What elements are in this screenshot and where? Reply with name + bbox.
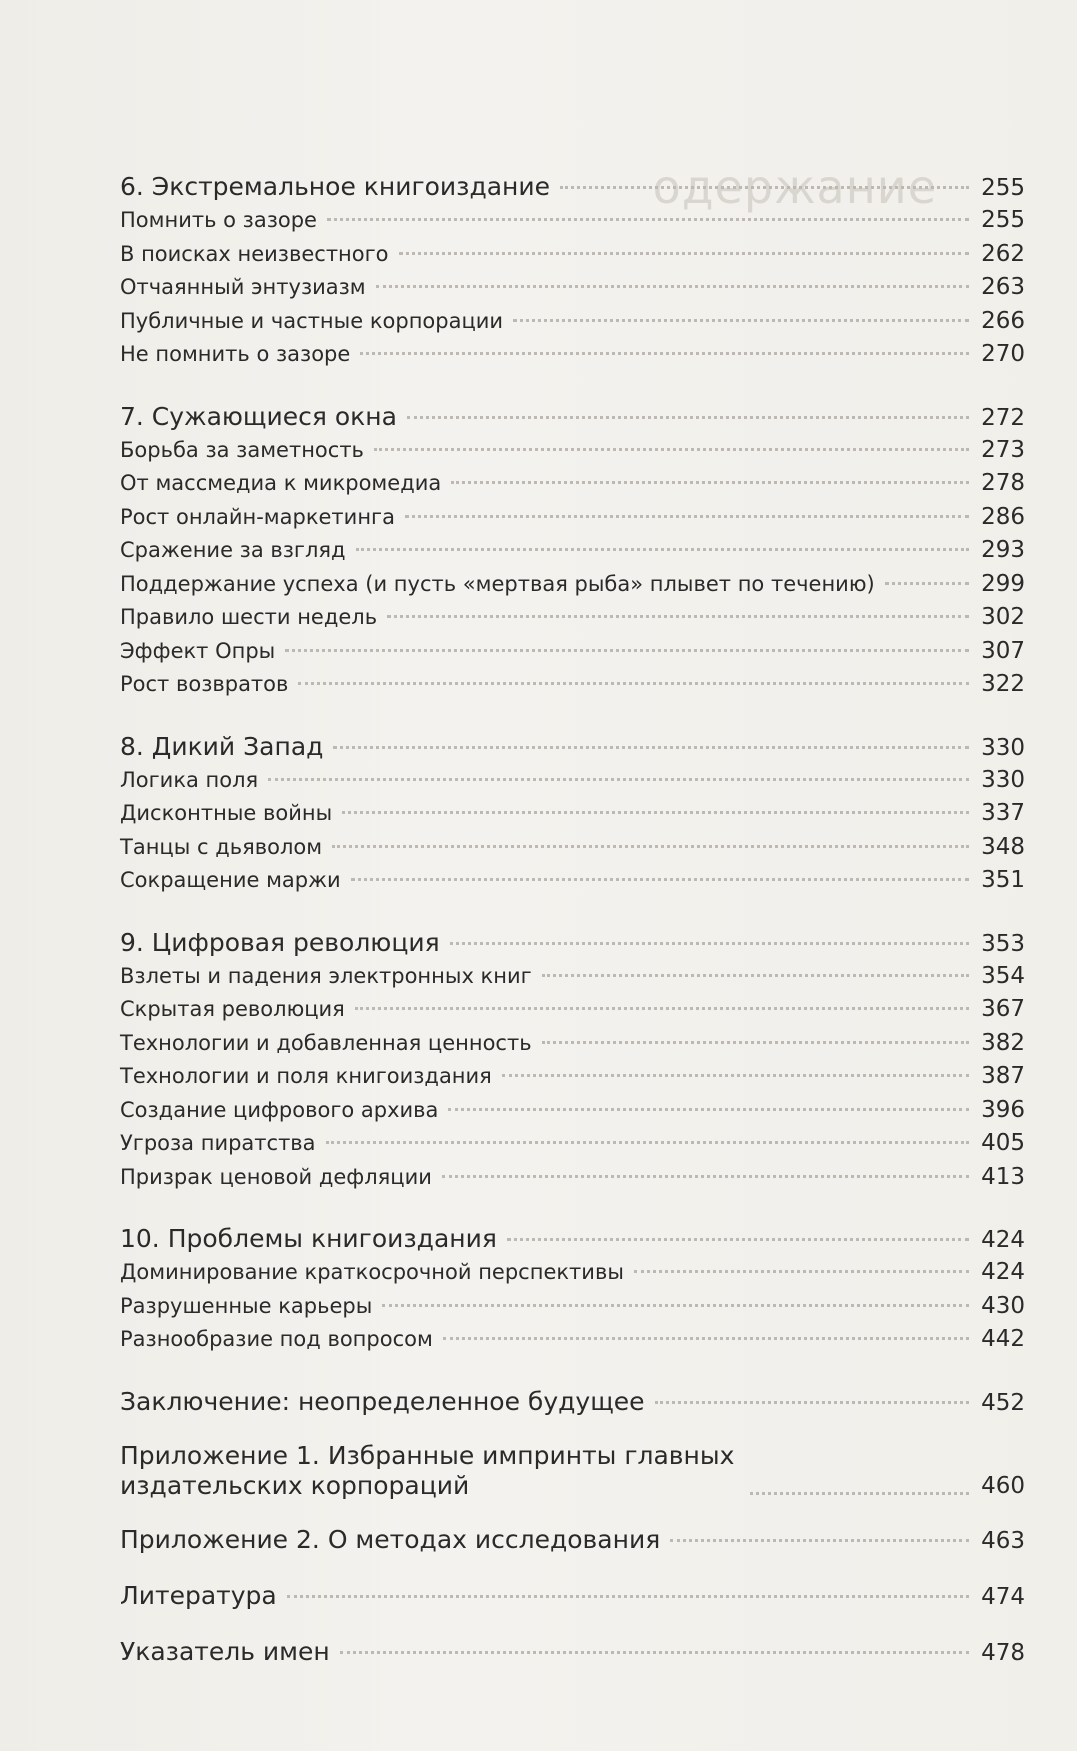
toc-entry[interactable] [120,1323,1025,1357]
leader-dots [542,974,969,977]
leader-dots [374,448,969,451]
toc-entry[interactable] [120,1222,1025,1256]
toc-entry[interactable] [120,400,1025,434]
ghost-heading: одержание [652,160,937,214]
toc-entry[interactable] [120,1161,1025,1195]
toc-entry[interactable] [120,926,1025,960]
chapter-8 [120,730,1025,898]
page-number: 348 [981,833,1025,860]
chapter-10 [120,1222,1025,1357]
leader-dots [268,778,969,781]
toc-entry[interactable] [120,1127,1025,1161]
page-number: 330 [981,766,1025,793]
page-number: 463 [981,1527,1025,1554]
leader-dots [502,1074,969,1077]
leader-dots [670,1539,969,1542]
toc-entry[interactable] [120,1635,1025,1669]
page-number: 367 [981,996,1025,1022]
section-title: Создание цифрового архива [120,1097,439,1122]
toc-entry[interactable] [120,668,1025,702]
toc-entry[interactable] [120,1094,1025,1128]
page-number: 460 [981,1472,1025,1499]
toc-entry[interactable] [120,1027,1025,1061]
entry-title: Литература [120,1580,277,1610]
toc-entry[interactable] [120,831,1025,865]
toc-entry[interactable] [120,1385,1025,1419]
section-title: Технологии и поля книгоиздания [120,1064,492,1088]
toc-entry[interactable] [120,434,1025,468]
section-title: Эффект Опры [120,638,276,663]
toc-entry[interactable] [120,568,1025,602]
section-title: Логика поля [120,767,259,792]
section-title: В поисках неизвестного [120,241,389,266]
leader-dots [542,1041,969,1044]
leader-dots [285,649,969,652]
leader-dots [326,1141,969,1144]
page-number: 307 [981,637,1025,664]
section-title: Правило шести недель [120,605,378,629]
toc-entry[interactable] [120,1256,1025,1290]
leader-dots [376,285,969,288]
section-title: Скрытая революция [120,997,345,1021]
page-number: 337 [981,800,1025,826]
leader-dots [442,1175,969,1178]
section-title: Танцы с дьяволом [120,834,323,859]
toc-entry[interactable] [120,501,1025,535]
tail-appendix-1 [120,1441,1025,1501]
toc-entry[interactable] [120,864,1025,898]
toc-entry[interactable] [120,1060,1025,1094]
leader-dots [443,1337,969,1340]
section-title: Борьба за заметность [120,437,364,462]
leader-dots [399,252,969,255]
toc-entry[interactable] [120,170,1025,204]
page-number: 424 [981,1259,1025,1285]
toc-entry[interactable] [120,1523,1025,1557]
leader-dots [885,582,969,585]
table-of-contents [120,170,1025,1691]
section-title: Поддержание успеха (и пусть «мертвая рыба» плывет по течению) [120,571,875,596]
toc-entry[interactable] [120,534,1025,568]
section-title: Сокращение маржи [120,868,341,892]
section-title: От массмедиа к микромедиа [120,471,442,495]
page-number: 293 [981,537,1025,563]
section-title: Публичные и частные корпорации [120,308,504,333]
toc-entry[interactable] [120,797,1025,831]
leader-dots [513,319,969,322]
section-title: Разнообразие под вопросом [120,1327,433,1351]
page-number: 396 [981,1096,1025,1123]
page-number: 351 [981,867,1025,893]
chapter-title: 10. Проблемы книгоиздания [120,1224,497,1253]
toc-entry[interactable] [120,993,1025,1027]
tail-literature [120,1579,1025,1613]
page-number: 413 [981,1163,1025,1190]
toc-entry[interactable] [120,204,1025,238]
leader-dots [407,416,969,419]
leader-dots [450,942,969,945]
page-number: 452 [981,1389,1025,1416]
toc-entry[interactable] [120,1579,1025,1613]
leader-dots [342,811,969,814]
section-title: Взлеты и падения электронных книг [120,963,532,988]
page-number: 255 [981,175,1025,201]
page-number: 263 [981,274,1025,300]
page-number: 478 [981,1639,1025,1666]
section-title: Отчаянный энтузиазм [120,275,366,299]
toc-entry[interactable] [120,764,1025,798]
leader-dots [355,1007,969,1010]
toc-entry[interactable] [120,601,1025,635]
chapter-title: 8. Дикий Запад [120,731,324,761]
section-title: Рост онлайн-маркетинга [120,504,395,529]
section-title: Дисконтные войны [120,801,333,825]
section-title: Разрушенные карьеры [120,1293,373,1318]
page-number: 424 [981,1227,1025,1253]
toc-entry[interactable] [120,338,1025,372]
chapter-title: 9. Цифровая революция [120,927,440,957]
page-number: 322 [981,671,1025,697]
page-number: 354 [981,962,1025,989]
toc-entry[interactable] [120,1441,1025,1501]
leader-dots [655,1401,969,1404]
entry-title: Заключение: неопределенное будущее [120,1386,645,1416]
leader-dots [356,548,969,551]
page-number: 302 [981,604,1025,630]
page-number: 286 [981,503,1025,530]
page-number: 382 [981,1029,1025,1056]
section-title: Призрак ценовой дефляции [120,1164,432,1189]
entry-title: Приложение 2. О методах исследования [120,1524,661,1554]
leader-dots [507,1238,969,1241]
section-title: Помнить о зазоре [120,208,317,232]
toc-entry[interactable] [120,1290,1025,1324]
tail-conclusion [120,1385,1025,1419]
toc-entry[interactable] [120,467,1025,501]
leader-dots [387,615,969,618]
chapter-title: 6. Экстремальное книгоиздание [120,172,551,201]
section-title: Не помнить о зазоре [120,342,351,366]
page-number: 278 [981,470,1025,496]
page-number: 272 [981,404,1025,431]
leader-dots [360,352,969,355]
leader-dots [287,1595,969,1598]
leader-dots [351,878,969,881]
page-number: 299 [981,570,1025,597]
leader-dots [560,186,969,189]
page-number: 405 [981,1130,1025,1156]
entry-title: Приложение 1. Избранные импринты главных издательских корпораций [120,1440,735,1500]
page-number: 262 [981,240,1025,267]
section-title: Рост возвратов [120,672,289,696]
section-title: Сражение за взгляд [120,538,346,562]
leader-dots [634,1270,969,1273]
leader-dots [327,218,969,221]
page-number: 273 [981,436,1025,463]
page-number: 255 [981,207,1025,233]
entry-title: Указатель имен [120,1636,330,1666]
toc-entry[interactable] [120,635,1025,669]
toc-entry[interactable] [120,238,1025,272]
toc-entry[interactable] [120,271,1025,305]
page-number: 474 [981,1583,1025,1610]
section-title: Технологии и добавленная ценность [120,1030,532,1055]
page-number: 387 [981,1063,1025,1089]
leader-dots [448,1108,969,1111]
page-number: 266 [981,307,1025,334]
tail-appendix-2 [120,1523,1025,1557]
chapter-title: 7. Сужающиеся окна [120,401,397,431]
page-number: 442 [981,1326,1025,1352]
page-number: 430 [981,1292,1025,1319]
toc-entry[interactable] [120,730,1025,764]
leader-dots [382,1304,969,1307]
leader-dots [332,845,969,848]
leader-dots [298,682,969,685]
tail-name-index [120,1635,1025,1669]
toc-entry[interactable] [120,960,1025,994]
page-number: 353 [981,930,1025,957]
section-title: Доминирование краткосрочной перспективы [120,1260,624,1284]
leader-dots [451,481,969,484]
leader-dots [333,746,969,749]
page-number: 330 [981,734,1025,761]
leader-dots [340,1651,969,1654]
chapter-6 [120,170,1025,372]
chapter-7 [120,400,1025,702]
leader-dots [750,1492,969,1495]
leader-dots [405,515,969,518]
page-number: 270 [981,341,1025,367]
toc-entry[interactable] [120,305,1025,339]
section-title: Угроза пиратства [120,1131,316,1155]
chapter-9 [120,926,1025,1195]
